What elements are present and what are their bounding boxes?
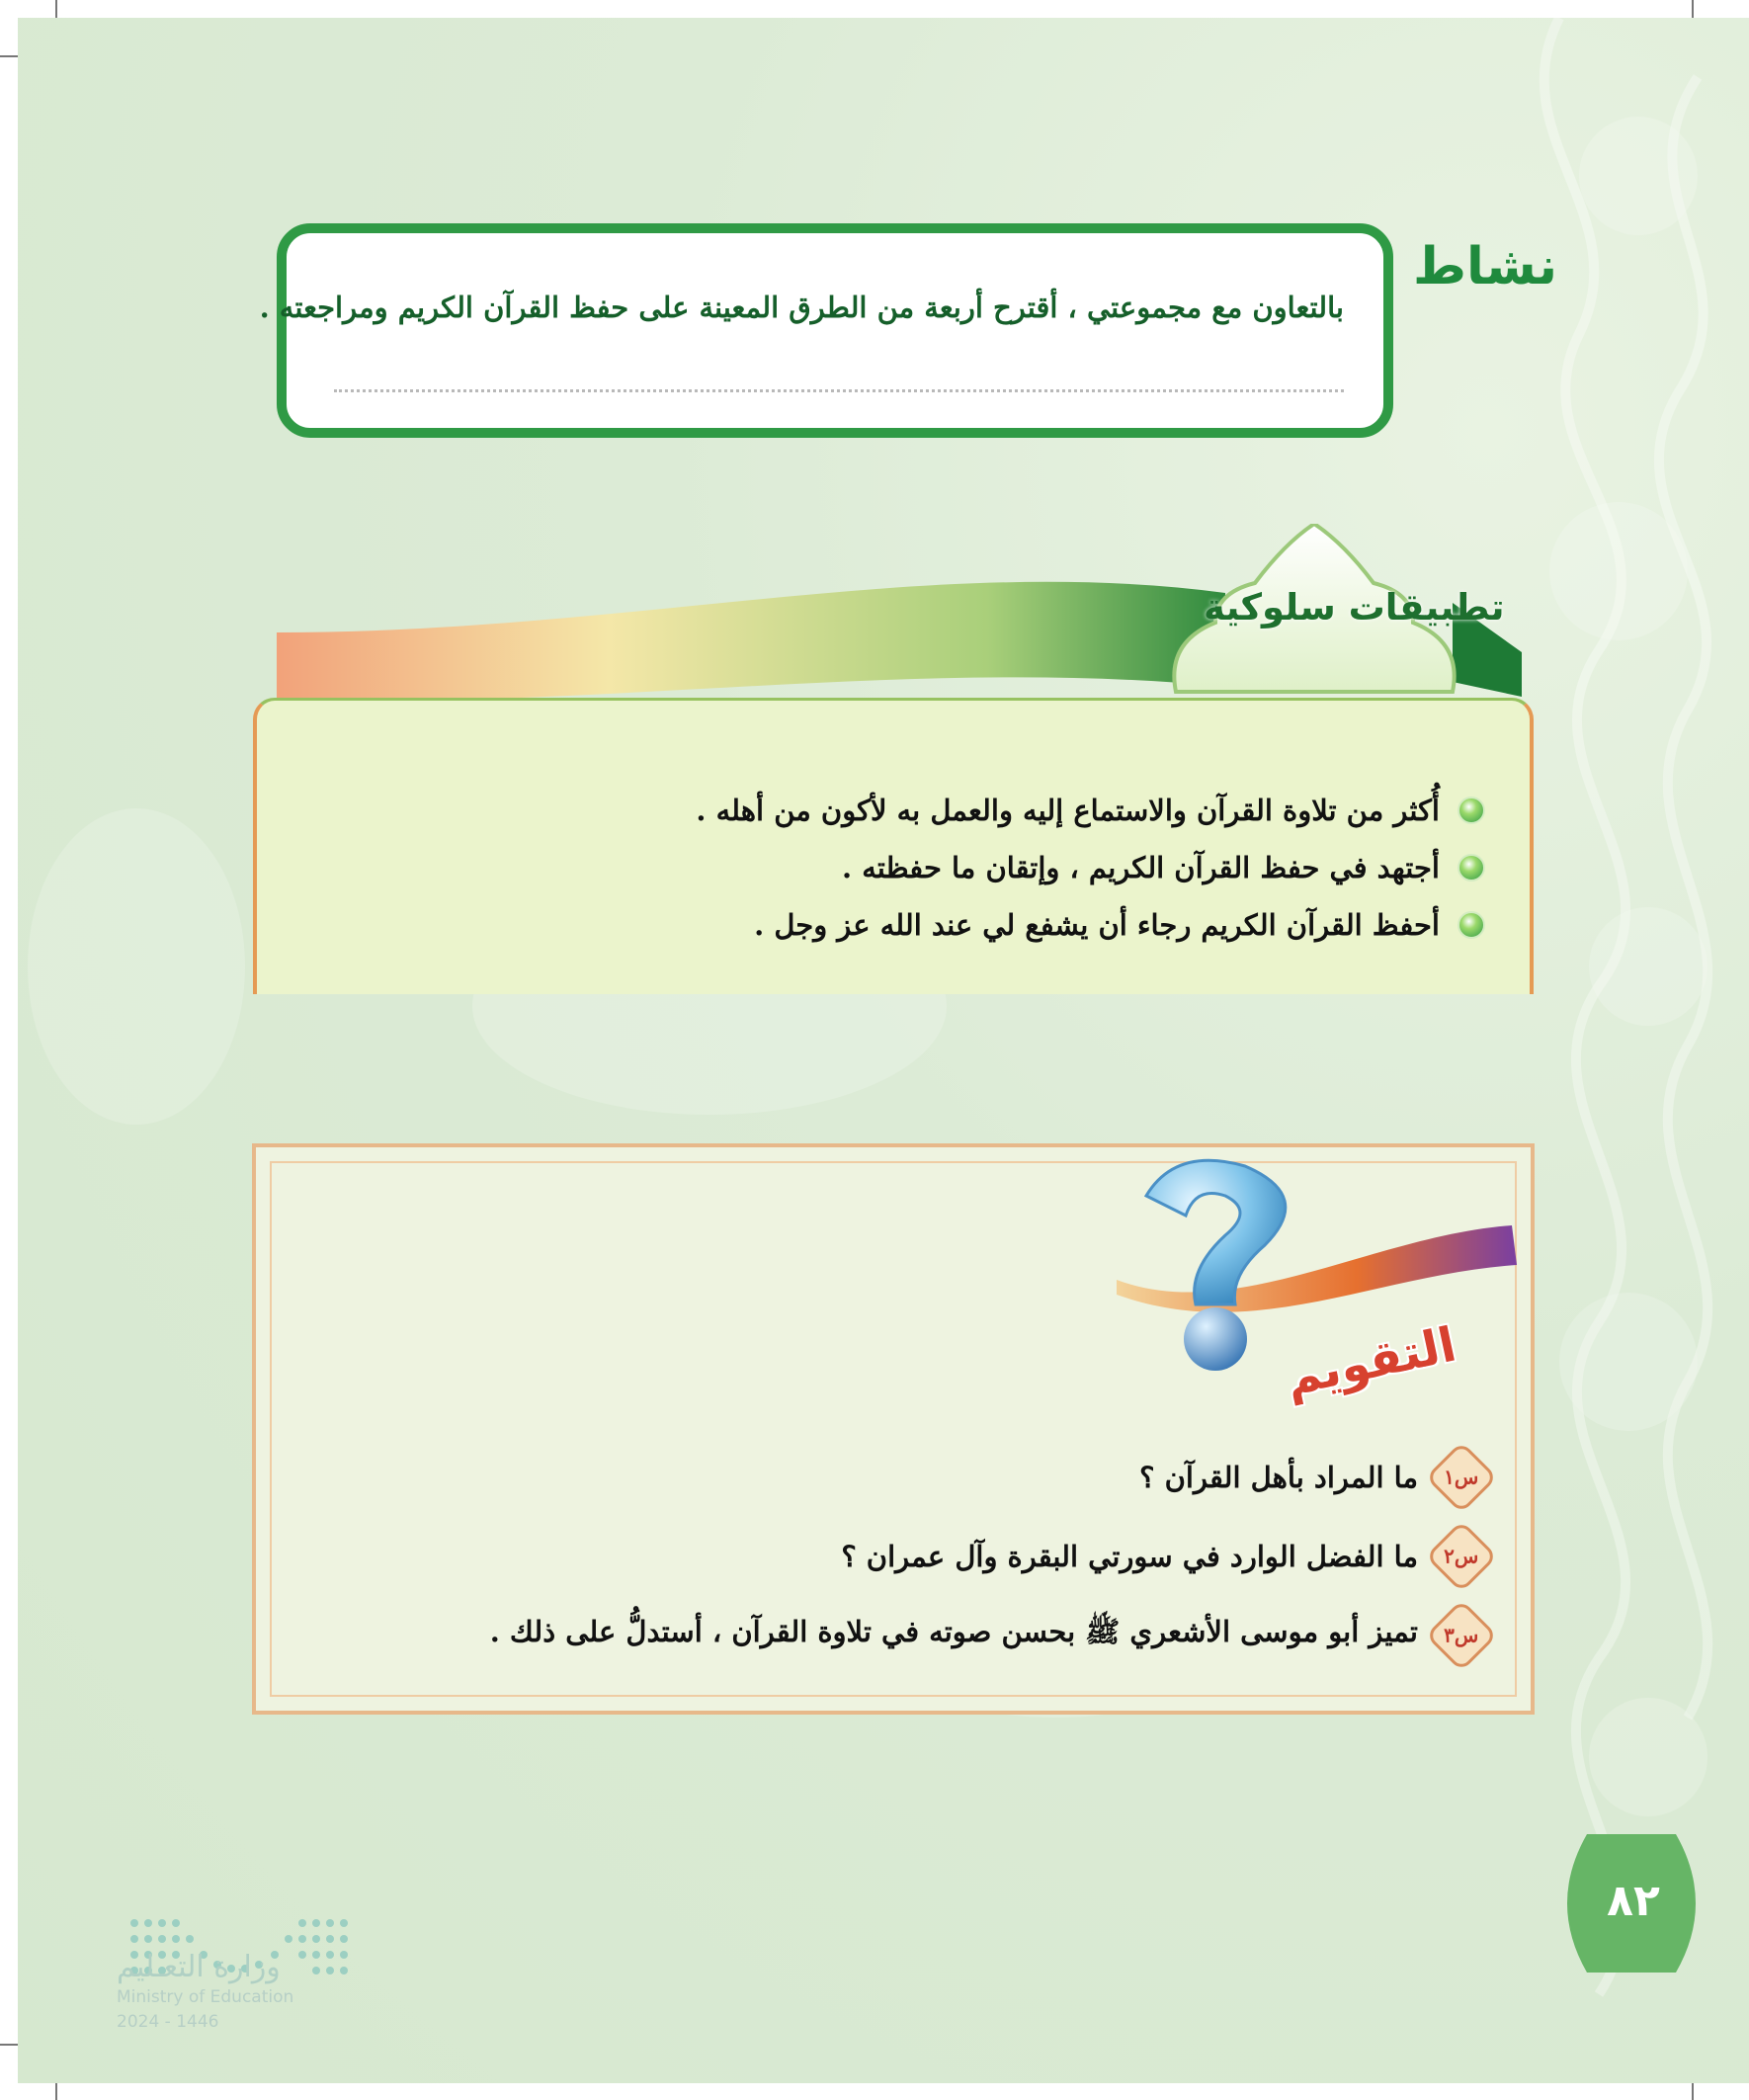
- behavioral-title: تطبيقات سلوكية: [1204, 586, 1505, 629]
- list-item: أجتهد في حفظ القرآن الكريم ، وإتقان ما حفظته .: [696, 839, 1485, 896]
- question-mark-icon: [1117, 1156, 1532, 1374]
- activity-instruction: بالتعاون مع مجموعتي ، أقترح أربعة من الطرق المعينة على حفظ القرآن الكريم ومراجعته .: [259, 291, 1344, 324]
- question-item: س١ ما المراد بأهل القرآن ؟: [490, 1438, 1487, 1517]
- question-number-badge: س٣: [1425, 1599, 1498, 1672]
- activity-box: [259, 223, 1393, 438]
- page-number: ٨٢: [1607, 1876, 1660, 1926]
- ministry-year: 2024 - 1446: [117, 2012, 219, 2032]
- question-item: س٣ تميز أبو موسى الأشعري ﷺ بحسن صوته في تلاوة القرآن ، أستدلُّ على ذلك .: [490, 1596, 1487, 1675]
- evaluation-title: التقويم: [1281, 1316, 1461, 1407]
- activity-answer-line[interactable]: [334, 389, 1344, 392]
- activity-label: نشاط: [1413, 237, 1557, 296]
- behavioral-list: [696, 782, 1485, 954]
- question-number-badge: س٢: [1425, 1520, 1498, 1593]
- list-item: أحفظ القرآن الكريم رجاء أن يشفع لي عند الله عز وجل .: [696, 896, 1485, 954]
- evaluation-questions: [490, 1438, 1487, 1675]
- bullet-icon: [1458, 854, 1485, 882]
- behavioral-box: [253, 698, 1534, 994]
- question-item: س٢ ما الفضل الوارد في سورتي البقرة وآل عمران ؟: [490, 1517, 1487, 1596]
- bullet-icon: [1458, 911, 1485, 939]
- ministry-name-arabic: وزارة التعـليم: [117, 1950, 281, 1984]
- list-item: أُكثر من تلاوة القرآن والاستماع إليه والعمل به لأكون من أهله .: [696, 782, 1485, 839]
- bullet-icon: [1458, 797, 1485, 824]
- ministry-name-english: Ministry of Education: [117, 1987, 294, 2007]
- question-number-badge: س١: [1425, 1441, 1498, 1514]
